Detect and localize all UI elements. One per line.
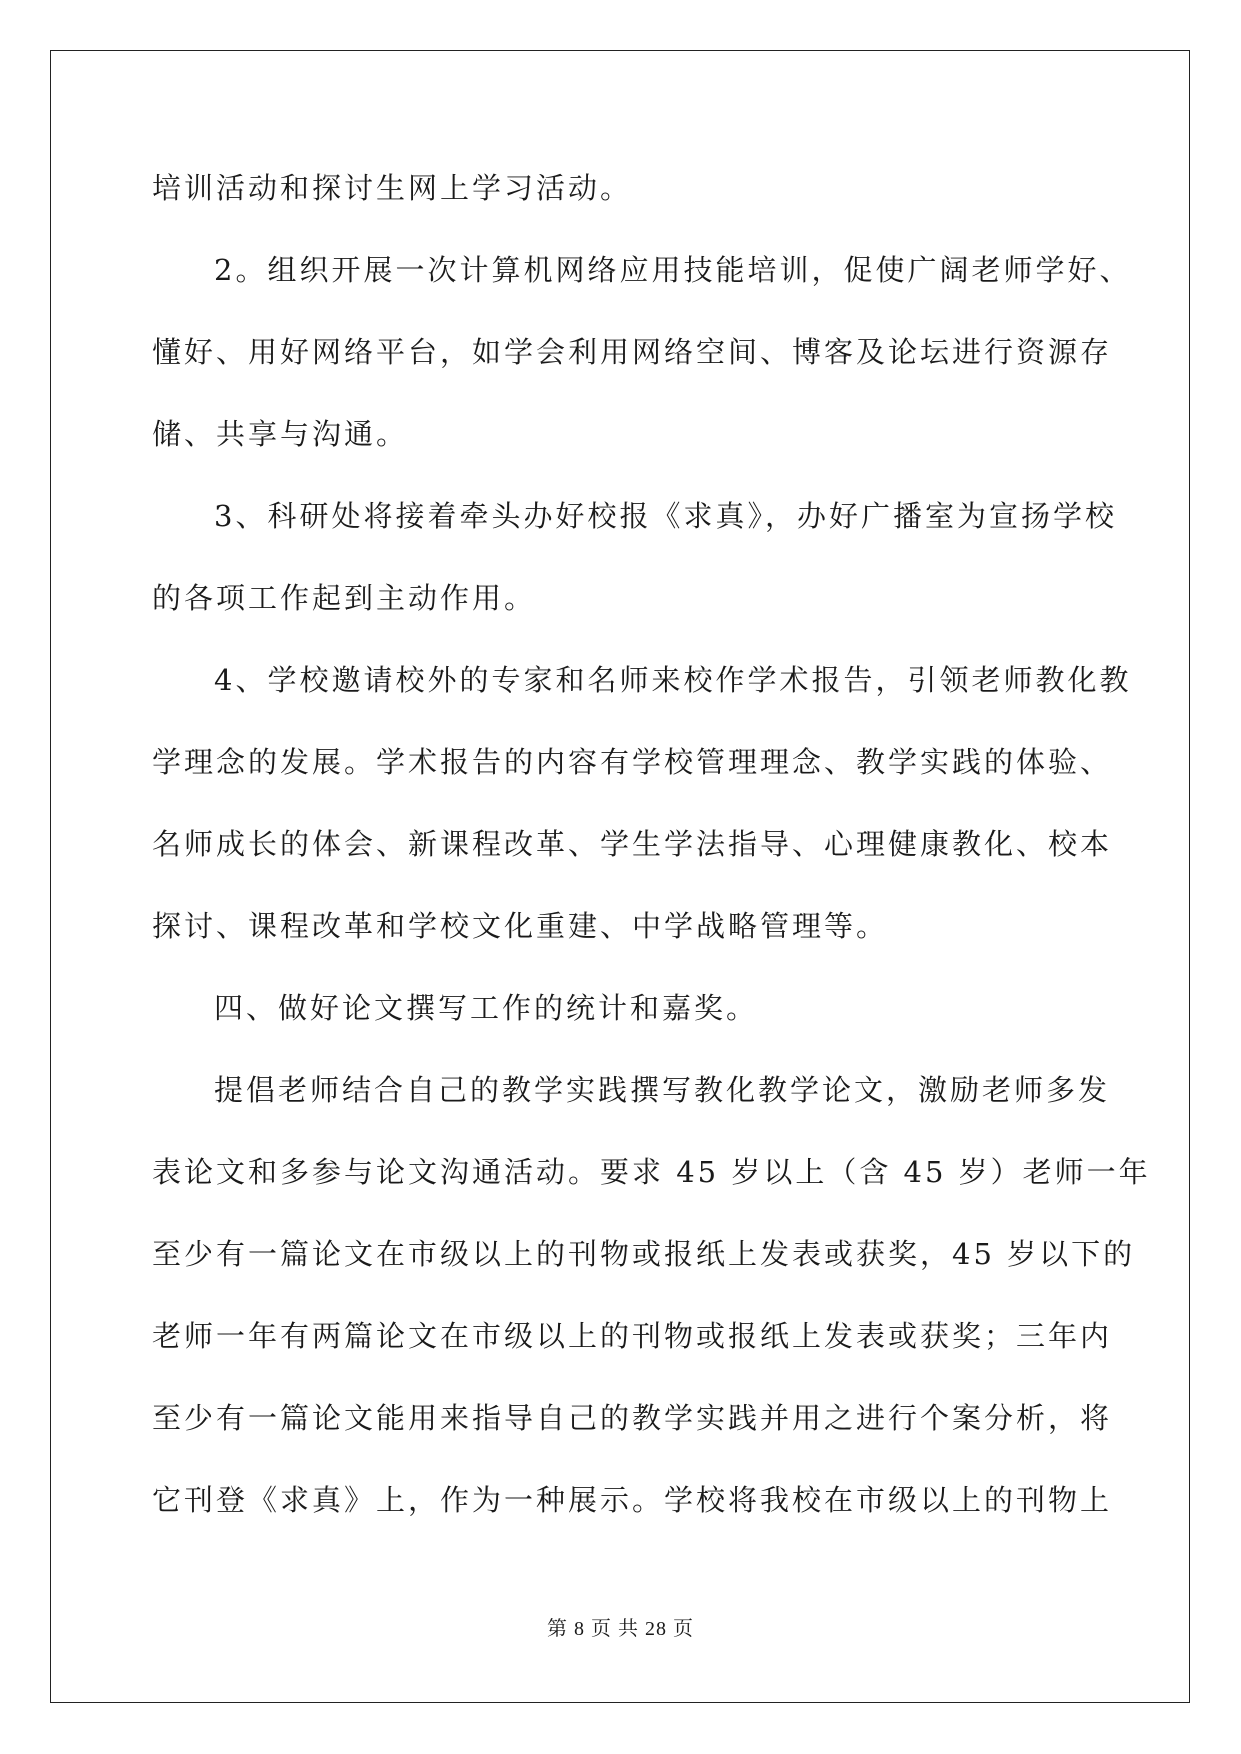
body-text-line: 2。组织开展一次计算机网络应用技能培训，促使广阔老师学好、 [214,253,1132,287]
body-text-line: 的各项工作起到主动作用。 [152,581,537,615]
body-text-line: 表论文和多参与论文沟通活动。要求 45 岁以上（含 45 岁）老师一年 [152,1155,1151,1189]
body-text-line: 它刊登《求真》上，作为一种展示。学校将我校在市级以上的刊物上 [152,1483,1113,1517]
body-text-line: 至少有一篇论文能用来指导自己的教学实践并用之进行个案分析，将 [152,1401,1113,1435]
body-text-line: 至少有一篇论文在市级以上的刊物或报纸上发表或获奖，45 岁以下的 [152,1237,1136,1271]
body-text-line: 名师成长的体会、新课程改革、学生学法指导、心理健康教化、校本 [152,827,1113,861]
body-text-line: 学理念的发展。学术报告的内容有学校管理理念、教学实践的体验、 [152,745,1113,779]
page-border [50,50,1190,1703]
body-text-line: 探讨、课程改革和学校文化重建、中学战略管理等。 [152,909,889,943]
section-heading: 四、做好论文撰写工作的统计和嘉奖。 [214,991,759,1025]
body-text-line: 3、科研处将接着牵头办好校报《求真》，办好广播室为宣扬学校 [214,499,1117,533]
body-text-line: 懂好、用好网络平台，如学会利用网络空间、博客及论坛进行资源存 [152,335,1113,369]
body-text-line: 培训活动和探讨生网上学习活动。 [152,171,633,205]
body-text-line: 储、共享与沟通。 [152,417,409,451]
body-text-line: 老师一年有两篇论文在市级以上的刊物或报纸上发表或获奖；三年内 [152,1319,1113,1353]
body-text-line: 提倡老师结合自己的教学实践撰写教化教学论文，激励老师多发 [214,1073,1111,1107]
body-text-line: 4、学校邀请校外的专家和名师来校作学术报告，引领老师教化教 [214,663,1132,697]
page-number-footer: 第 8 页 共 28 页 [547,1618,694,1640]
